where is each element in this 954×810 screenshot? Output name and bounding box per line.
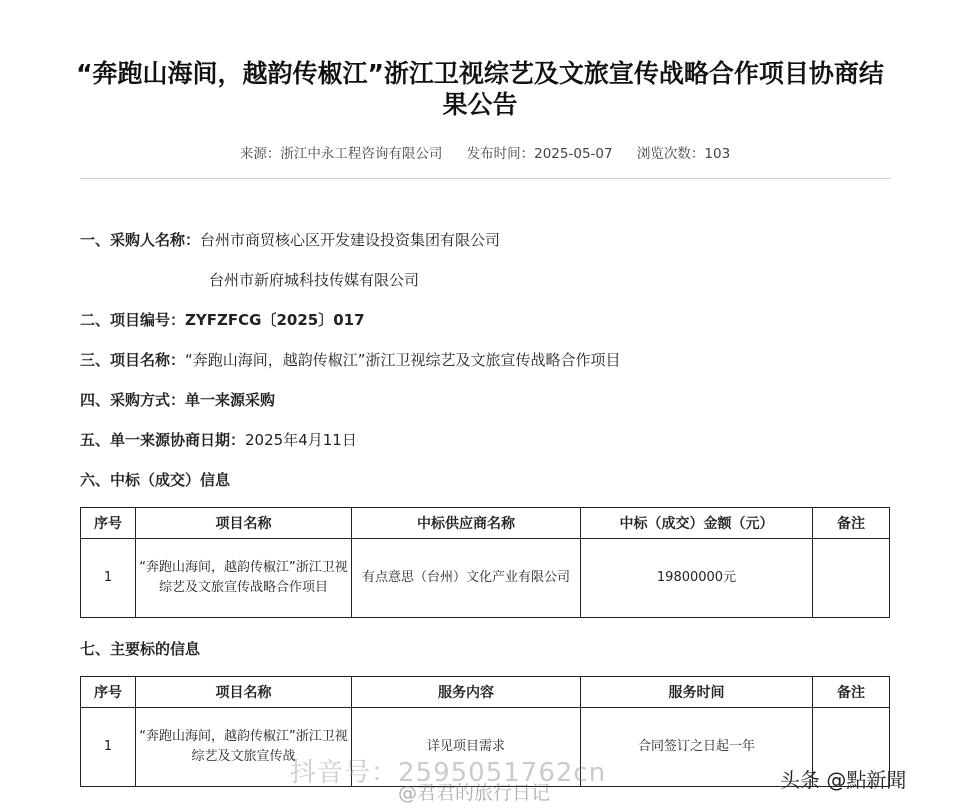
section-award-heading [80,469,230,490]
table-header-row [81,508,890,539]
table-row [81,539,890,618]
table-header: 服务内容 [352,677,581,708]
view-count: 浏览次数：103 [636,146,731,162]
table-header: 项目名称 [136,677,352,708]
meta-info [80,142,890,162]
purchaser-label: 一、采购人名称： [80,231,201,249]
table-cell: 详见项目需求 [352,708,581,787]
table-header: 项目名称 [136,508,352,539]
section-project-name [80,349,621,370]
table-cell: “奔跑山海间，越韵传椒江”浙江卫视综艺及文旅宣传战 [136,708,352,787]
table-header: 备注 [813,677,890,708]
douyin-watermark: 抖音号：2595051762cn [290,758,607,788]
table-cell: 1 [81,539,136,618]
section-purchaser [80,229,500,250]
table-cell: 有点意思（台州）文化产业有限公司 [352,539,581,618]
award-heading: 六、中标（成交）信息 [80,471,231,489]
project-number-label: 二、项目编号： [80,311,186,329]
procurement-method: 四、采购方式：单一来源采购 [80,391,276,409]
publish-date: 发布时间：2025-05-07 [466,146,613,162]
table-header: 中标供应商名称 [352,508,581,539]
project-number-value: ZYFZFCG〔2025〕017 [185,311,365,329]
table-header: 备注 [813,508,890,539]
table-header: 序号 [81,508,136,539]
table-cell: “奔跑山海间，越韵传椒江”浙江卫视综艺及文旅宣传战略合作项目 [136,539,352,618]
divider [80,178,890,179]
toutiao-watermark: 头条 @點新聞 [780,768,907,792]
table-cell: 合同签订之日起一年 [581,708,813,787]
negotiation-date-value: 2025年4月11日 [245,431,357,449]
project-name-value: “奔跑山海间，越韵传椒江”浙江卫视综艺及文旅宣传战略合作项目 [185,351,621,369]
table-header: 服务时间 [581,677,813,708]
purchaser-name-1: 台州市商贸核心区开发建设投资集团有限公司 [200,231,501,249]
source-text: 来源：浙江中永工程咨询有限公司 [239,146,443,162]
table-cell [813,539,890,618]
section-project-number [80,309,365,330]
section-procurement-method [80,389,275,410]
section-negotiation-date [80,429,357,450]
project-name-label: 三、项目名称： [80,351,186,369]
weibo-watermark: @君君的旅行日记 [398,782,551,804]
purchaser-name-2: 台州市新府城科技传媒有限公司 [209,271,420,289]
section-subject-heading [80,638,200,659]
award-table [80,507,890,618]
table-cell: 1 [81,708,136,787]
page-title: “奔跑山海间，越韵传椒江”浙江卫视综艺及文旅宣传战略合作项目协商结果公告 [76,59,884,119]
table-header: 序号 [81,677,136,708]
negotiation-date-label: 五、单一来源协商日期： [80,431,246,449]
table-header: 中标（成交）金额（元） [581,508,813,539]
subject-heading: 七、主要标的信息 [80,640,201,658]
table-cell: 19800000元 [581,539,813,618]
table-header-row [81,677,890,708]
